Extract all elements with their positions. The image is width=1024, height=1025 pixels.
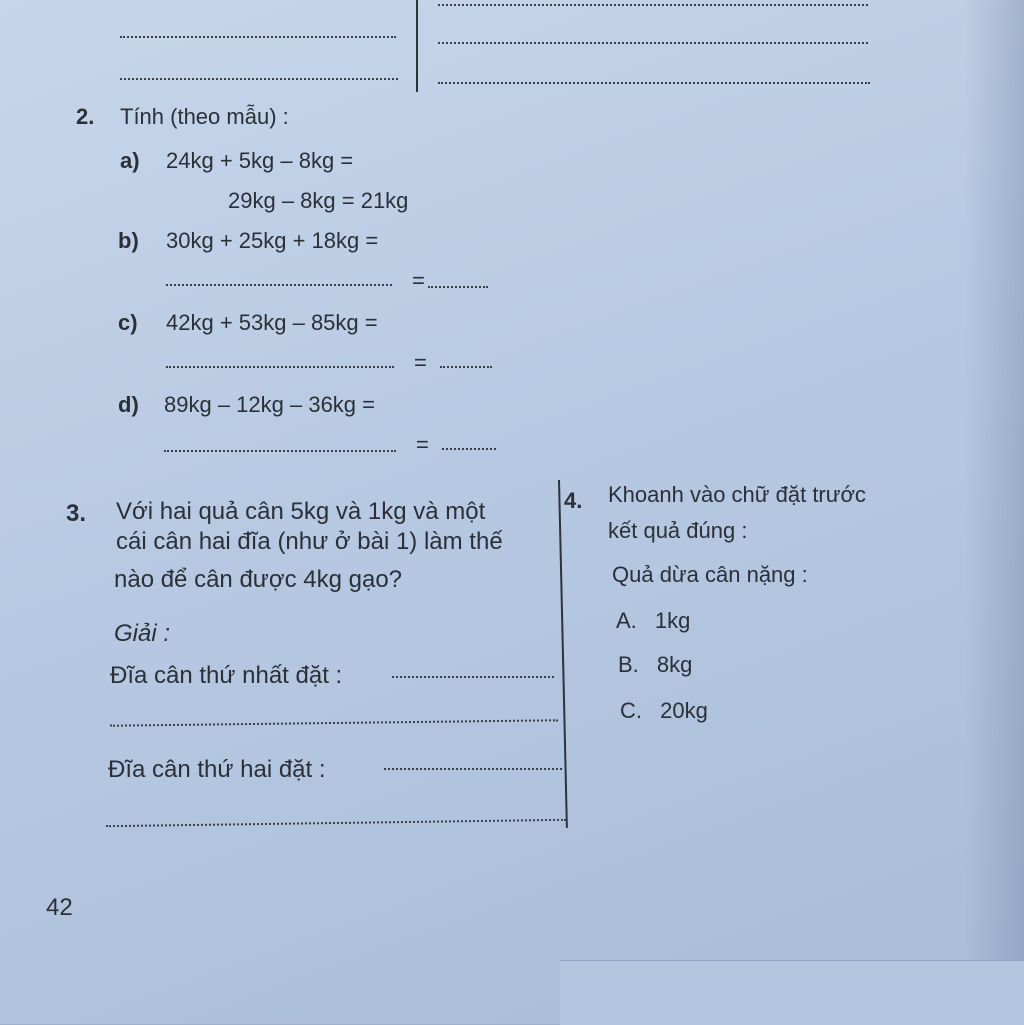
option-c[interactable] [620,698,708,724]
item-c-expression: 42kg + 53kg – 85kg = [166,310,378,335]
exercise-3-question-line-2: cái cân hai đĩa (như ở bài 1) làm thế [116,528,503,555]
option-c-value: 20kg [660,698,708,723]
item-d-label: d) [118,392,139,417]
item-c-work-line[interactable] [166,366,394,368]
item-d-answer-line[interactable] [442,448,496,450]
item-c-label: c) [118,310,138,335]
item-c-answer-line[interactable] [440,366,492,368]
exercise-2-instruction: Tính (theo mẫu) : [120,104,289,129]
item-b-expression: 30kg + 25kg + 18kg = [166,228,379,253]
answer-line[interactable] [120,78,398,80]
plate-1-answer-line[interactable] [392,676,554,678]
plate-2-label: Đĩa cân thứ hai đặt : [108,756,326,783]
item-d-equals: = [416,432,429,457]
plate-1-label: Đĩa cân thứ nhất đặt : [110,662,343,689]
exercise-2-number: 2. [76,104,95,129]
option-a[interactable] [616,608,690,634]
item-c-equals: = [414,350,427,375]
answer-line[interactable] [438,4,868,6]
column-divider [416,0,418,92]
exercise-4-question: Quả dừa cân nặng : [612,562,808,587]
item-b-answer-line[interactable] [428,286,488,288]
exercise-3-question-line-3: nào để cân được 4kg gạo? [114,566,403,593]
exercise-3-question-line-1: Với hai quả cân 5kg và 1kg và một [116,498,486,525]
exercise-4-number: 4. [564,488,583,513]
solution-label: Giải : [114,620,171,647]
exercise-divider [558,480,568,828]
plate-1-answer-line-2[interactable] [110,719,558,726]
answer-line[interactable] [438,82,870,84]
page-number: 42 [46,894,73,921]
item-b-label: b) [118,228,139,253]
option-b[interactable] [618,652,692,678]
option-a-value: 1kg [654,608,691,633]
option-b-letter: B. [618,652,639,677]
item-b-equals: = [412,268,425,293]
underlying-sheet [560,960,1024,1025]
item-a-step: 29kg – 8kg = 21kg [228,188,409,213]
exercise-4-instruction-line-2: kết quả đúng : [608,518,748,543]
answer-line[interactable] [120,36,396,38]
exercise-4-instruction-line-1: Khoanh vào chữ đặt trước [608,482,866,507]
option-a-letter: A. [616,608,637,633]
item-b-work-line[interactable] [166,284,392,286]
item-d-work-line[interactable] [164,450,396,452]
page-edge-shadow [964,0,1024,1024]
answer-line[interactable] [438,42,868,44]
exercise-3-number: 3. [66,500,87,527]
option-b-value: 8kg [656,652,693,677]
item-a-expression: 24kg + 5kg – 8kg = [166,148,354,173]
item-d-expression: 89kg – 12kg – 36kg = [164,392,375,417]
plate-2-answer-line-2[interactable] [106,819,566,827]
plate-2-answer-line[interactable] [384,768,562,770]
item-a-label: a) [120,148,140,173]
option-c-letter: C. [620,698,642,723]
